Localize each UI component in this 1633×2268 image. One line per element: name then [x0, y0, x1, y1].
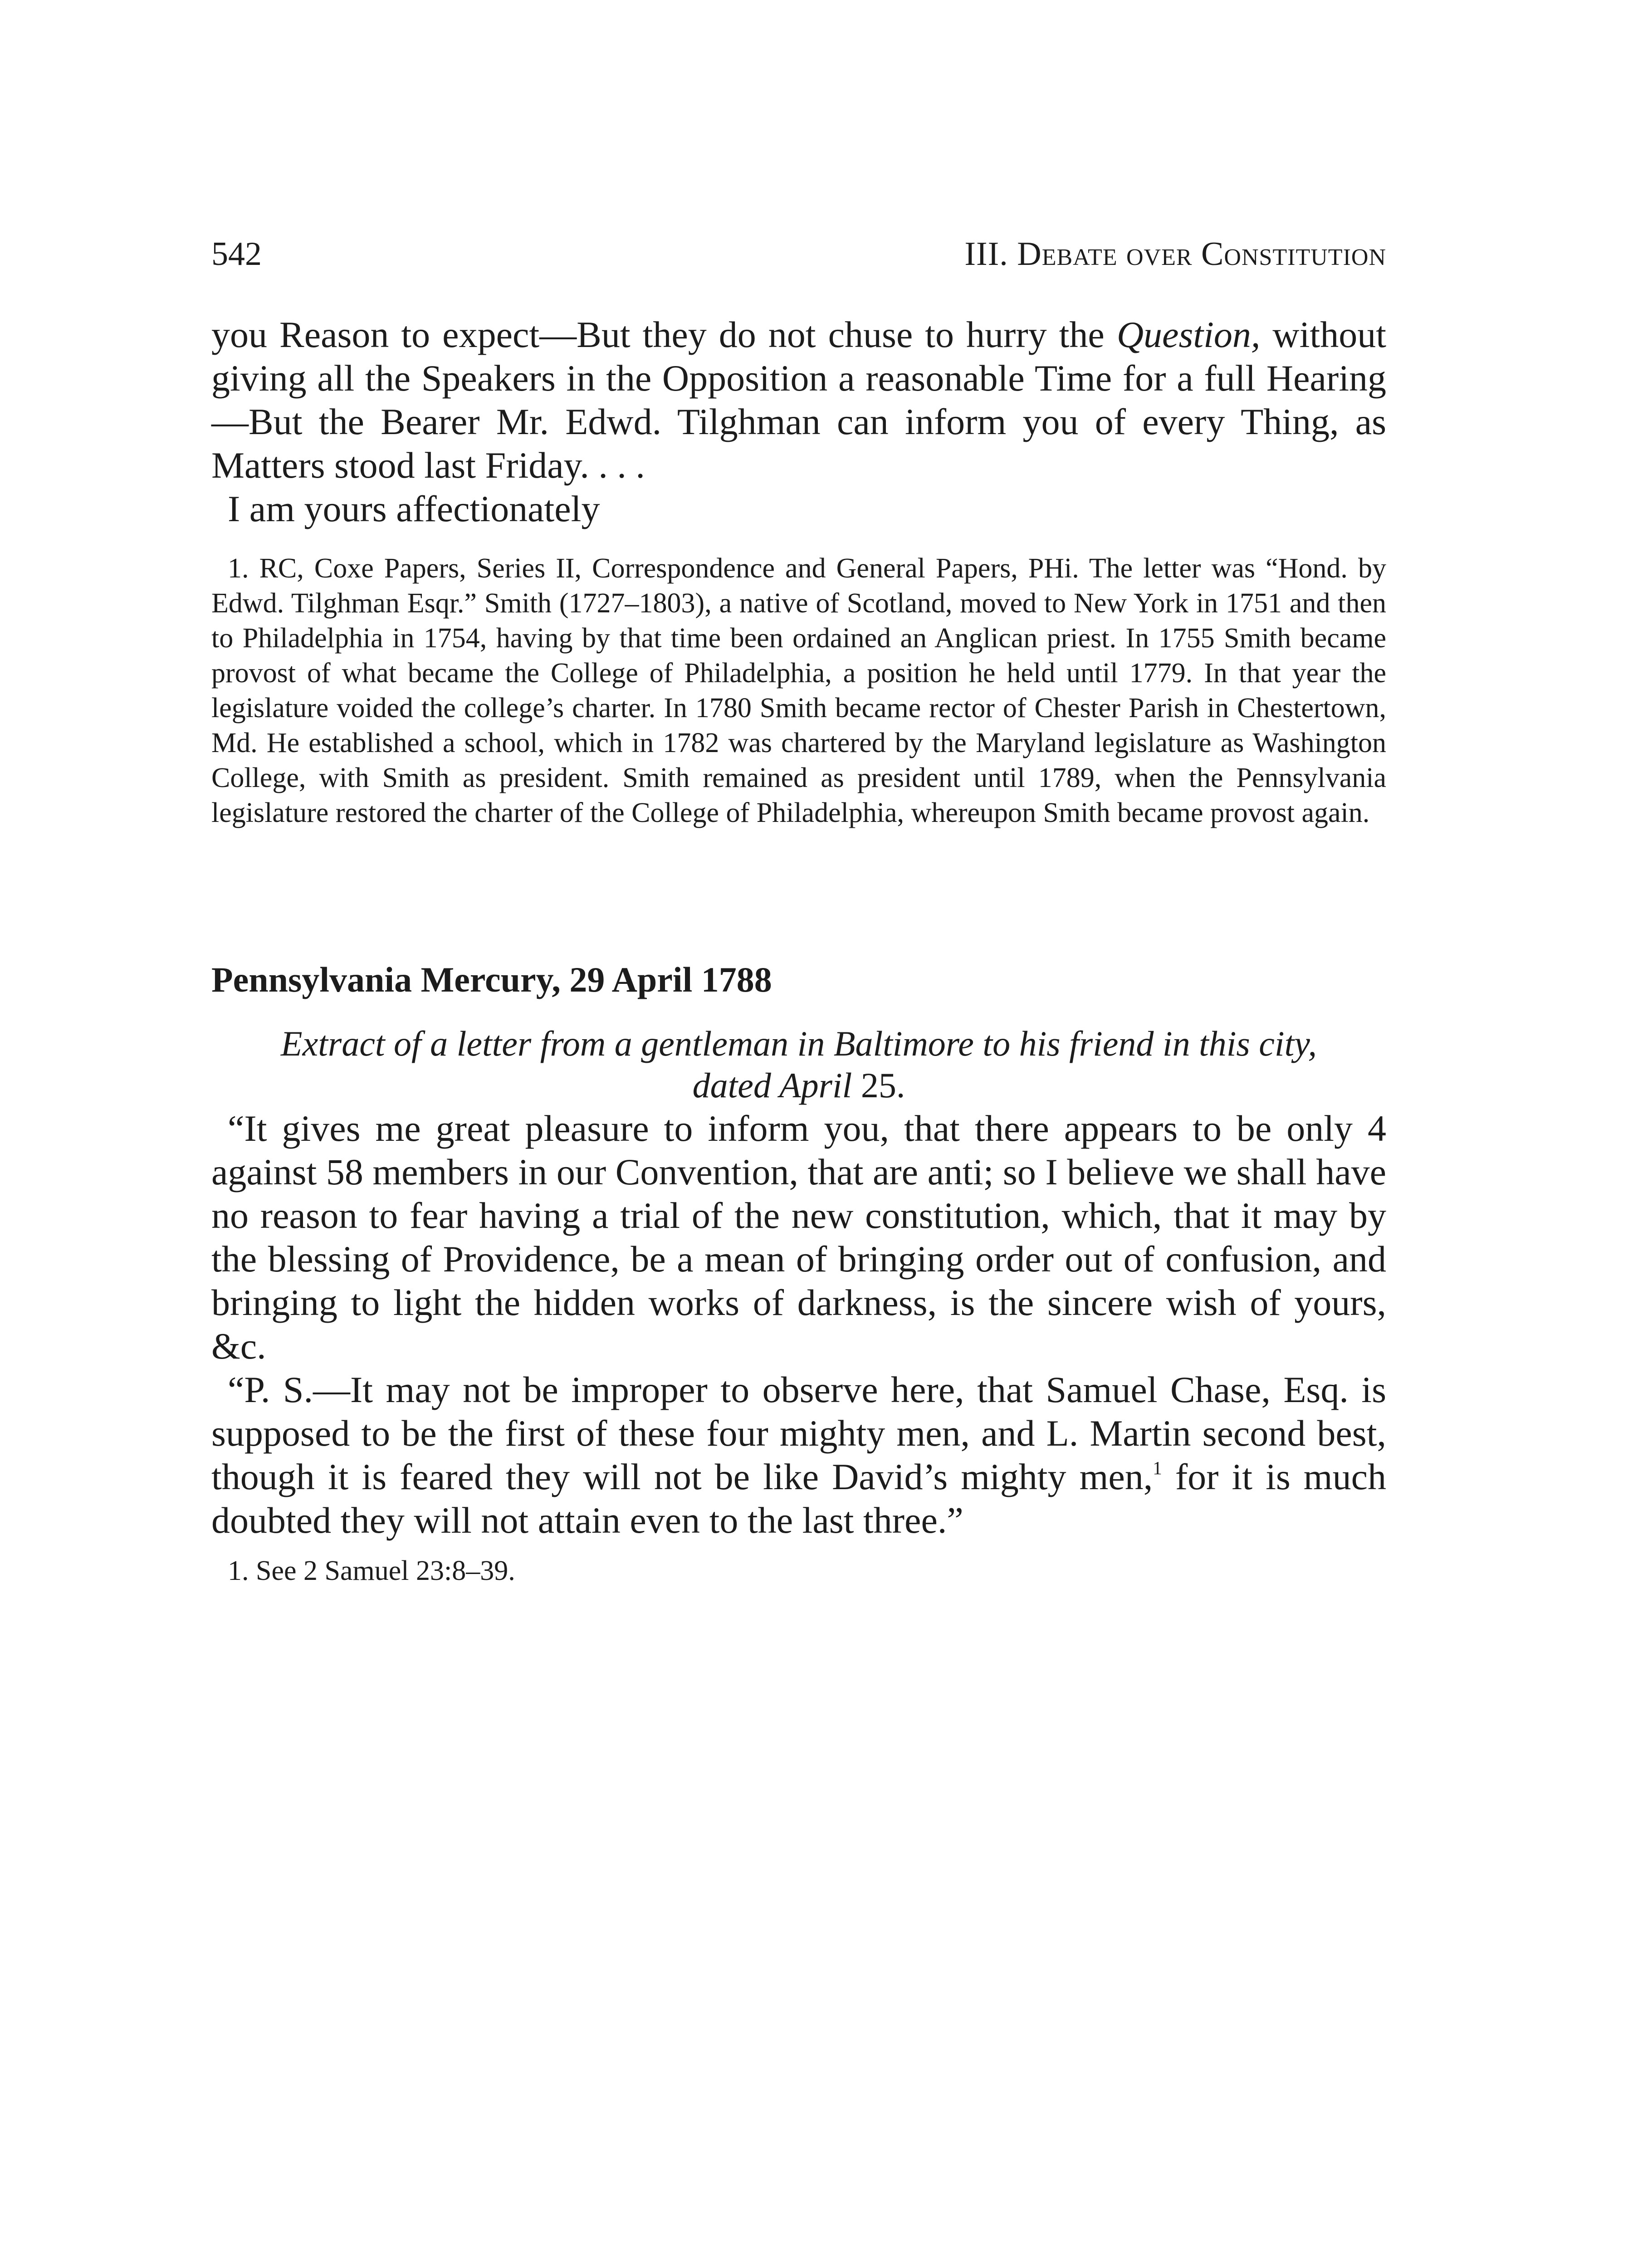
- letter-continuation: [211, 313, 1386, 531]
- footnote-2: 1. See 2 Samuel 23:8–39.: [228, 1555, 515, 1586]
- subheading-date-number: 25.: [861, 1066, 905, 1105]
- footnote-block-1: [211, 551, 1386, 831]
- section-pennsylvania-mercury: [211, 955, 1386, 1005]
- letter-text-start: you Reason to expect—But they do not chuse to hurry the: [211, 314, 1117, 355]
- running-head: [211, 227, 1386, 281]
- letter-closing: I am yours affectionately: [228, 488, 600, 529]
- letter-text-end: without giving all the Speakers in the Opposition a reasonable Time for a full Hearing—But the Bearer Mr. Edwd. Tilghman can inform you of every Thing, as Matters stood last Friday. . . .: [211, 314, 1386, 486]
- paragraph-2-text-end: for it is much doubted they will not attain even to the last three.”: [211, 1456, 1386, 1541]
- footnote-reference: 1: [1153, 1457, 1162, 1479]
- subheading-line-1: Extract of a letter from a gentleman in Baltimore to his friend in this city,: [280, 1024, 1317, 1063]
- page-number: 542: [211, 235, 262, 273]
- footnote-block-2: [211, 1554, 1386, 1589]
- letter-body: [211, 313, 1386, 487]
- letter-italic-word: Question,: [1116, 314, 1261, 355]
- paragraph-2: [211, 1368, 1386, 1542]
- section-subheading: [211, 1023, 1386, 1106]
- section-heading: Pennsylvania Mercury, 29 April 1788: [211, 960, 772, 999]
- paragraph-2-text-start: “P. S.—It may not be improper to observe here, that Samuel Chase, Esq. is supposed to be the first of these four mighty men, and L. Martin second best, though it is feared they will not be like David’s mighty men,: [211, 1369, 1386, 1497]
- running-title: III. Debate over Constitution: [964, 235, 1386, 273]
- section-body: [211, 1107, 1386, 1542]
- subheading-line-2: dated April: [692, 1066, 861, 1105]
- footnote-1: 1. RC, Coxe Papers, Series II, Correspondence and General Papers, PHi. The letter was “Hond. by Edwd. Tilghman Esqr.” Smith (1727–1803), a native of Scotland, moved to New York in 1751 and then to Philadelphia in 1754, having by that time been ordained an Anglican priest. In 1755 Smith became provost of what became the College of Philadelphia, a position he held until 1779. In that year the legislature voided the college’s charter. In 1780 Smith became rector of Chester Parish in Chestertown, Md. He established a school, which in 1782 was chartered by the Maryland legislature as Washington College, with Smith as president. Smith remained as president until 1789, when the Pennsylvania legislature restored the charter of the College of Philadelphia, whereupon Smith became provost again.: [211, 553, 1386, 828]
- paragraph-1: “It gives me great pleasure to inform you, that there appears to be only 4 against 58 members in our Convention, that are anti; so I believe we shall have no reason to fear having a trial of the new constitution, which, that it may by the blessing of Providence, be a mean of bringing order out of confusion, and bringing to light the hidden works of darkness, is the sincere wish of yours, &c.: [211, 1108, 1386, 1367]
- section-subheading-block: [211, 1023, 1386, 1106]
